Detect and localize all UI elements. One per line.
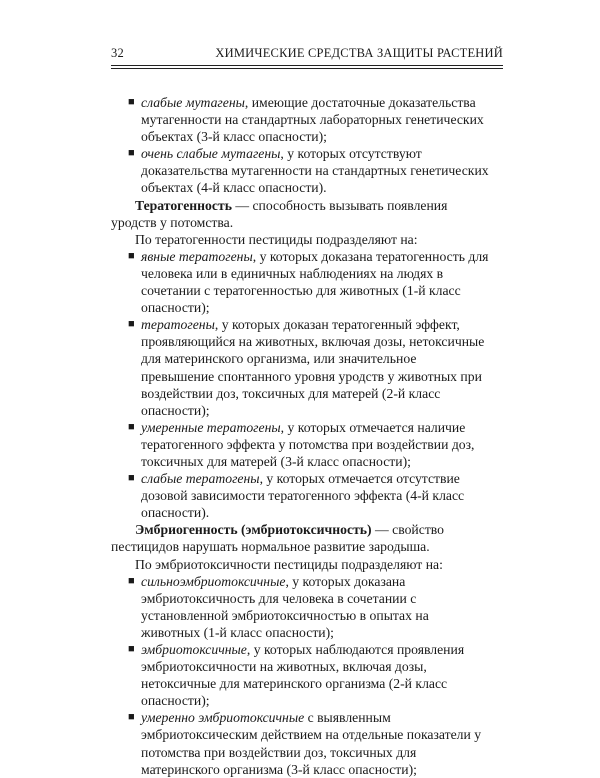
- bullet-icon: ■: [128, 420, 135, 433]
- teratogenicity-definition: [111, 197, 490, 231]
- list-term: тератогены: [141, 317, 215, 333]
- list-term: очень слабые мутагены: [141, 146, 281, 162]
- bullet-icon: ■: [128, 472, 135, 485]
- bullet-icon: ■: [128, 643, 135, 655]
- list-text: , у которых отмечается наличие тератогенного эффекта у потомства при воздействии доз, токсичных для матерей (3-й класс опасности);: [141, 419, 475, 469]
- bullet-icon: ■: [128, 318, 135, 331]
- list-text: , имеющие достаточные доказательства мутагенности на стандартных лабораторных генетических объектах (3-й класс опасности);: [141, 95, 484, 145]
- list-term: умеренные тератогены: [141, 419, 281, 435]
- list-item: [111, 573, 490, 641]
- bullet-icon: ■: [128, 96, 135, 108]
- bullet-icon: ■: [128, 147, 135, 160]
- list-item: [111, 419, 490, 470]
- list-item: [111, 470, 490, 521]
- embryogenicity-intro: По эмбриотоксичности пестициды подразделяют на:: [135, 556, 443, 572]
- bullet-icon: ■: [128, 249, 135, 262]
- list-term: слабые мутагены: [141, 95, 245, 110]
- list-term: умеренно эмбриотоксичные: [141, 710, 305, 726]
- list-term: явные тератогены: [141, 248, 253, 264]
- header-rule: [111, 65, 503, 69]
- embryogenicity-definition: [111, 521, 490, 555]
- list-item: [111, 641, 490, 709]
- list-item: [111, 248, 490, 316]
- section-heading: Эмбриогенность (эмбриотоксичность): [135, 522, 372, 538]
- list-item: [111, 94, 490, 145]
- running-title: ХИМИЧЕСКИЕ СРЕДСТВА ЗАЩИТЫ РАСТЕНИЙ: [215, 46, 503, 60]
- definition-text: — свойство пестицидов нарушать нормальное развитие зародыша.: [111, 522, 445, 555]
- list-text: , у которых отмечается отсутствие дозовой зависимости тератогенного эффекта (4-й класс опасности).: [141, 471, 465, 521]
- list-text: с выявленным эмбриотоксическим действием на отдельные показатели у потомства при воздействии доз, токсичных для материнского организма (3-й класс опасности);: [141, 710, 482, 777]
- list-item: [111, 316, 490, 419]
- section-heading: Тератогенность: [135, 197, 232, 213]
- body-text: [111, 94, 490, 778]
- list-item: [111, 709, 490, 777]
- list-item: [111, 145, 490, 196]
- page-number: 32: [111, 46, 124, 60]
- list-text: , у которых доказана эмбриотоксичность для человека в сочетании с установленной эмбриотоксичностью в опытах на животных (1-й класс опасности);: [141, 573, 429, 640]
- list-text: , у которых отсутствуют доказательства мутагенности на стандартных генетических объектах (4-й класс опасности).: [141, 146, 489, 196]
- bullet-icon: ■: [128, 711, 135, 724]
- running-header: [111, 46, 503, 66]
- list-text: , у которых доказан тератогенный эффект, проявляющийся на животных, включая дозы, нетоксичные для материнского организма, или значительное превышение спонтанного уровня уродств у животных при воздействии доз, токсичных для матерей (2-й класс опасности);: [141, 317, 485, 418]
- list-term: эмбриотоксичные: [141, 642, 247, 657]
- list-text: , у которых наблюдаются проявления эмбриотоксичности на животных, включая дозы, нетоксичные для материнского организма (2-й класс опасности);: [141, 642, 465, 709]
- list-term: сильноэмбриотоксичные: [141, 573, 286, 589]
- definition-text: — способность вызывать появления уродств у потомства.: [111, 197, 448, 230]
- teratogenicity-intro: По тератогенности пестициды подразделяют на:: [135, 231, 418, 247]
- list-text: , у которых доказана тератогенность для человека или в единичных наблюдениях на людях в сочетании с тератогенностью для животных (1-й класс опасности);: [141, 248, 489, 316]
- bullet-icon: ■: [128, 574, 135, 587]
- list-term: слабые тератогены: [141, 471, 260, 487]
